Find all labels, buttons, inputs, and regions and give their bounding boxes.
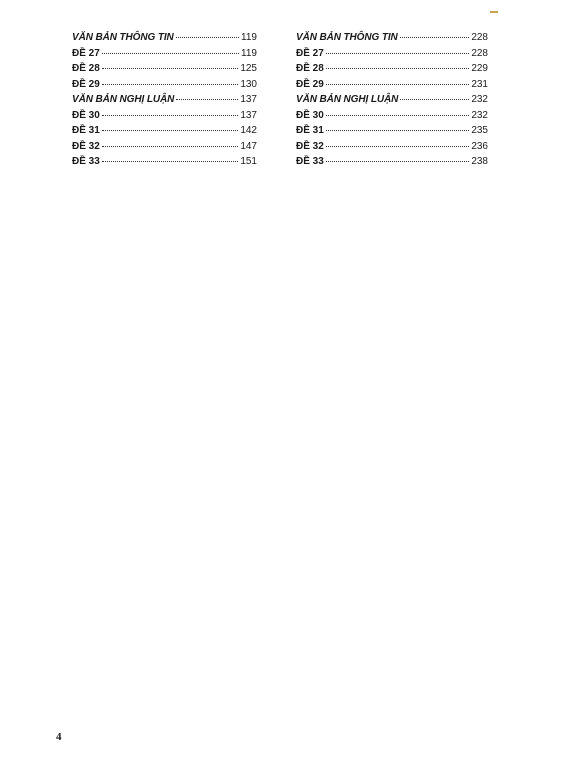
- dot-leader: [326, 146, 470, 147]
- toc-entry: [296, 77, 488, 93]
- toc-entry: [296, 139, 488, 155]
- toc-entry: [296, 123, 488, 139]
- toc-page-number: 151: [240, 156, 257, 167]
- toc-section-heading: [72, 92, 257, 108]
- toc-entry-label: ĐỀ 29: [72, 78, 100, 90]
- dot-leader: [326, 53, 470, 54]
- toc-entry-label: ĐỀ 33: [296, 156, 324, 167]
- toc-left-column: [72, 30, 257, 170]
- toc-entry-label: VĂN BẢN NGHỊ LUẬN: [72, 94, 175, 105]
- toc-page-number: 119: [241, 32, 257, 43]
- toc-entry: [296, 154, 488, 170]
- dot-leader: [102, 130, 239, 131]
- toc-entry: [72, 77, 257, 93]
- dot-leader: [326, 161, 470, 162]
- toc-entry: [72, 46, 257, 62]
- toc-entry-label: ĐỀ 29: [296, 78, 324, 90]
- toc-page-number: 231: [471, 78, 488, 90]
- toc-entry-label: ĐỀ 30: [296, 109, 324, 121]
- dot-leader: [326, 115, 470, 116]
- corner-mark: [490, 11, 498, 13]
- toc-entry-label: ĐỀ 32: [72, 140, 100, 152]
- dot-leader: [102, 53, 239, 54]
- toc-page-number: 228: [471, 32, 488, 43]
- toc-entry: [72, 123, 257, 139]
- toc-entry-label: ĐỀ 27: [296, 47, 324, 59]
- toc-entry-label: ĐỀ 28: [296, 63, 324, 74]
- dot-leader: [400, 99, 469, 100]
- toc-entry: [72, 139, 257, 155]
- toc-section-heading: [72, 30, 257, 46]
- toc-entry: [296, 61, 488, 77]
- toc-page-number: 147: [240, 140, 257, 152]
- toc-entry-label: ĐỀ 28: [72, 63, 100, 74]
- toc-page-number: 142: [240, 125, 257, 136]
- toc-page-number: 119: [241, 47, 257, 59]
- toc-page-number: 125: [240, 63, 257, 74]
- toc-entry-label: VĂN BẢN THÔNG TIN: [72, 32, 174, 43]
- dot-leader: [102, 161, 239, 162]
- dot-leader: [102, 146, 239, 147]
- dot-leader: [102, 68, 239, 69]
- toc-entry: [72, 61, 257, 77]
- dot-leader: [326, 68, 470, 69]
- dot-leader: [176, 99, 238, 100]
- toc-entry-label: ĐỀ 33: [72, 156, 100, 167]
- toc-entry: [296, 46, 488, 62]
- toc-page-number: 137: [240, 109, 257, 121]
- dot-leader: [326, 130, 470, 131]
- toc-page-number: 232: [471, 109, 488, 121]
- toc-page-number: 229: [471, 63, 488, 74]
- dot-leader: [400, 37, 470, 38]
- dot-leader: [102, 115, 239, 116]
- toc-page-number: 130: [240, 78, 257, 90]
- toc-entry-label: ĐỀ 31: [72, 125, 100, 136]
- toc-entry-label: VĂN BẢN THÔNG TIN: [296, 32, 398, 43]
- toc-page-number: 228: [471, 47, 488, 59]
- toc-page-number: 232: [471, 94, 488, 105]
- toc-page-number: 235: [471, 125, 488, 136]
- toc-page-number: 236: [471, 140, 488, 152]
- dot-leader: [102, 84, 239, 85]
- dot-leader: [326, 84, 470, 85]
- toc-section-heading: [296, 30, 488, 46]
- toc-entry-label: ĐỀ 32: [296, 140, 324, 152]
- toc-entry-label: ĐỀ 27: [72, 47, 100, 59]
- toc-entry: [72, 154, 257, 170]
- toc-entry-label: VĂN BẢN NGHỊ LUẬN: [296, 94, 399, 105]
- toc-page-number: 137: [240, 94, 257, 105]
- toc-page-number: 238: [471, 156, 488, 167]
- page-number: 4: [56, 731, 62, 743]
- toc-entry-label: ĐỀ 30: [72, 109, 100, 121]
- dot-leader: [176, 37, 239, 38]
- toc-entry: [72, 108, 257, 124]
- toc-right-column: [296, 30, 488, 170]
- toc-entry-label: ĐỀ 31: [296, 125, 324, 136]
- toc-section-heading: [296, 92, 488, 108]
- toc-entry: [296, 108, 488, 124]
